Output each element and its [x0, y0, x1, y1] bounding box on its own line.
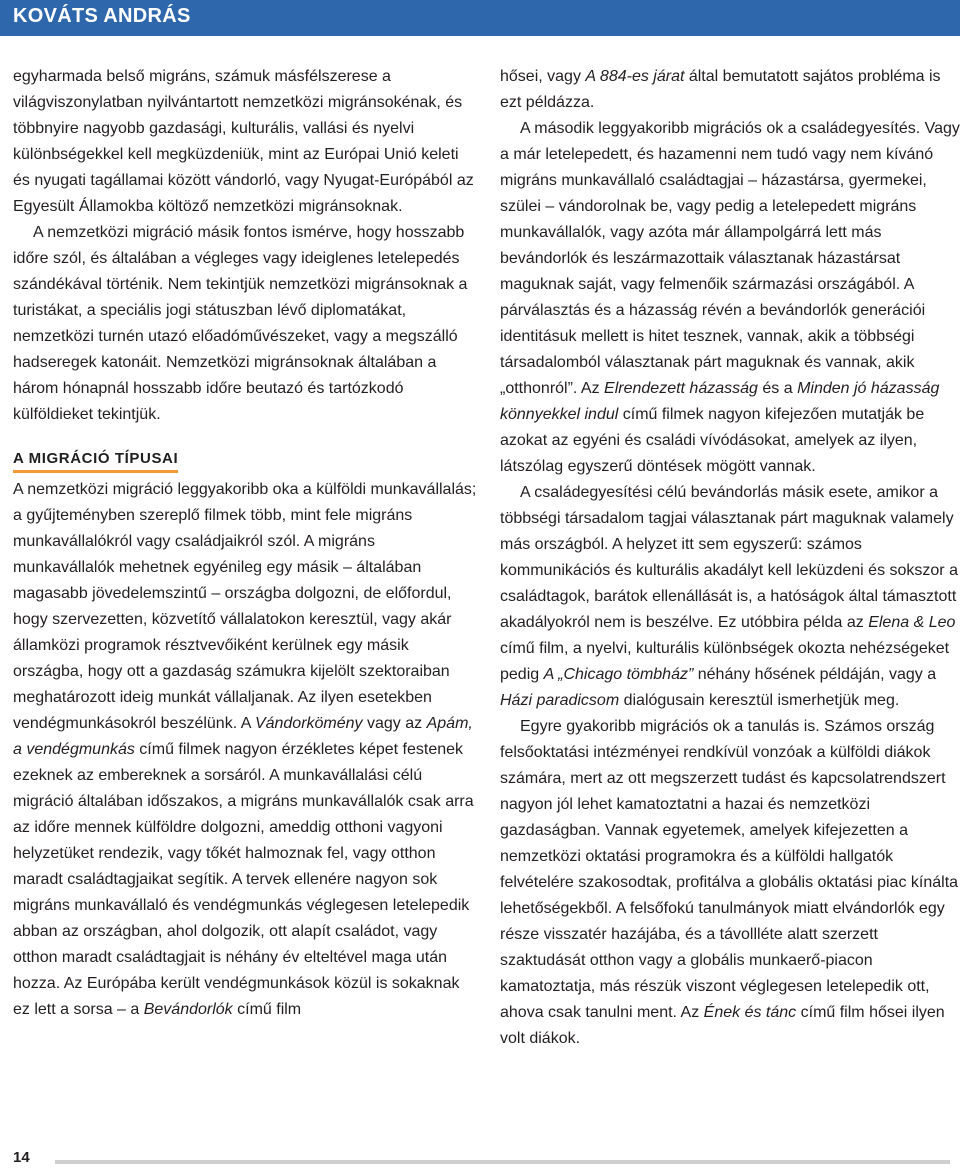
- footer-divider: [55, 1160, 950, 1164]
- film-title: Elena & Leo: [868, 614, 956, 631]
- paragraph: hősei, vagy A 884-es járat által bemutatott sajátos probléma is ezt példázza.: [500, 68, 941, 111]
- film-title: Bevándorlók: [143, 1001, 233, 1018]
- film-title: Ének és tánc: [703, 1004, 797, 1021]
- film-title: Vándorkömény: [254, 715, 363, 732]
- section-heading: A MIGRÁCIÓ TÍPUSAI: [13, 448, 178, 473]
- page-number: 14: [13, 1149, 30, 1166]
- paragraph: A második leggyakoribb migrációs ok a családegyesítés. Vagy a már letelepedett, és hazamenni nem tudó vagy nem kívánó migráns munkavállaló családtagjai – házastársa, gyermekei, szülei – vándorolnak be, vagy pedig a letelepedett migráns munkavállalók, vagy azóta már állampolgárrá lett más bevándorlók és leszármazottaik választanak házastársat maguknak saját, vagy felmenőik származási országából. A párválasztás és a házasság révén a bevándorlók generációi identitásuk mellett is hitet tesznek, vannak, akik a többségi társadalomból választanak párt maguknak és vannak, akik „otthonról”. Az Elrendezett házasság és a Minden jó házasság könnyekkel indul című filmek nagyon kifejezően mutatják be azokat az egyéni és családi vívódásokat, amelyek az ilyen, látszólag egyszerű döntések mögött vannak.: [500, 120, 960, 475]
- film-title: Házi paradicsom: [500, 692, 620, 709]
- paragraph: egyharmada belső migráns, számuk másfélszerese a világviszonylatban nyilvántartott nemzetközi migránsokénak, és többnyire nagyobb gazdasági, kulturális, vallási és nyelvi különbségekkel kell megküzdeniük, mint az Európai Unió keleti és nyugati tagállamai között vándorló, vagy Nyugat-Európából az Egyesült Államokba költöző nemzetközi migránsoknak.: [13, 68, 474, 215]
- paragraph: A családegyesítési célú bevándorlás másik esete, amikor a többségi társadalom tagjai választanak párt maguknak valamely más országból. A helyzet itt sem egyszerű: számos kommunikációs és kulturális akadályt kell leküzdeni és sokszor a családtagok, barátok ellenállását is, a hatóságok által támasztott akadályokról nem is beszélve. Ez utóbbira példa az Elena & Leo című film, a nyelvi, kulturális különbségek okozta nehézségeket pedig A „Chicago tömbház” néhány hősének példáján, vagy a Házi paradicsom dialógusain keresztül ismerhetjük meg.: [500, 484, 958, 709]
- page-header-bar: [0, 0, 960, 36]
- film-title: A 884-es járat: [585, 68, 685, 85]
- film-title: Apám, a vendégmunkás: [13, 715, 473, 758]
- paragraph: A nemzetközi migráció leggyakoribb oka a külföldi munkavállalás; a gyűjteményben szereplő filmek több, mint fele migráns munkavállalókról vagy családjaikról szól. A migráns munkavállalók mehetnek egyénileg egy másik – általában magasabb jövedelemszintű – országba dolgozni, de előfordul, hogy szervezetten, közvetítő vállalatokon keresztül, vagy akár államközi programok résztvevőiként kerülnek egy másik országba, hogy ott a gazdaság számukra kijelölt szektoraiban meghatározott ideig munkát vállaljanak. Az ilyen esetekben vendégmunkásokról beszélünk. A Vándorkömény vagy az Apám, a vendégmunkás című filmek nagyon érzékletes képet festenek ezeknek az embereknek a sorsáról. A munkavállalási célú migráció általában időszakos, a migráns munkavállalók csak arra az időre mennek külföldre dolgozni, ameddig otthoni vagyoni helyzetüket rendezik, vagy tőkét halmoznak fel, vagy otthon maradt családtagjaikat segítik. A tervek ellenére nagyon sok migráns munkavállaló és vendégmunkás véglegesen letelepedik abban az országban, ahol dolgozik, ott alapít családot, vagy otthon maradt családtagjait is néhány év elteltével maga után hozza. Az Európába került vendégmunkások közül is sokaknak ez lett a sorsa – a Bevándorlók című film: [13, 481, 477, 1018]
- paragraph: A nemzetközi migráció másik fontos ismérve, hogy hosszabb időre szól, és általában a végleges vagy ideiglenes letelepedés szándékával történik. Nem tekintjük nemzetközi migránsoknak a turistákat, a speciális jogi státuszban lévő diplomatákat, nemzetközi turnén utazó előadóművészeket, vagy a megszálló hadseregek katonáit. Nemzetközi migránsoknak általában a három hónapnál hosszabb időre beutazó és tartózkodó külföldieket tekintjük.: [13, 224, 468, 423]
- author-name: KOVÁTS ANDRÁS: [13, 5, 191, 27]
- film-title: A „Chicago tömbház”: [543, 666, 694, 683]
- left-column: [13, 64, 478, 1023]
- film-title: Elrendezett házasság: [604, 380, 758, 397]
- right-column: [500, 64, 960, 1052]
- film-title: Minden jó házasság könnyekkel indul: [500, 380, 940, 423]
- paragraph: Egyre gyakoribb migrációs ok a tanulás is. Számos ország felsőoktatási intézményei rendkívül vonzóak a külföldi diákok számára, mert az ott megszerzett tudást és kapcsolatrendszert nagyon jól lehet kamatoztatni a hazai és nemzetközi gazdaságban. Vannak egyetemek, amelyek kifejezetten a nemzetközi oktatási programokra és a külföldi hallgatók felvételére szakosodtak, profitálva a globális oktatási piac kínálta lehetőségekből. A felsőfokú tanulmányok miatt elvándorlók egy része visszatér hazájába, és a távollléte alatt szerzett szaktudását otthon vagy a globális munkaerő-piacon kamatoztatja, más részük viszont véglegesen letelepedik ott, ahova csak tanulni ment. Az Ének és tánc című film hősei ilyen volt diákok.: [500, 718, 959, 1047]
